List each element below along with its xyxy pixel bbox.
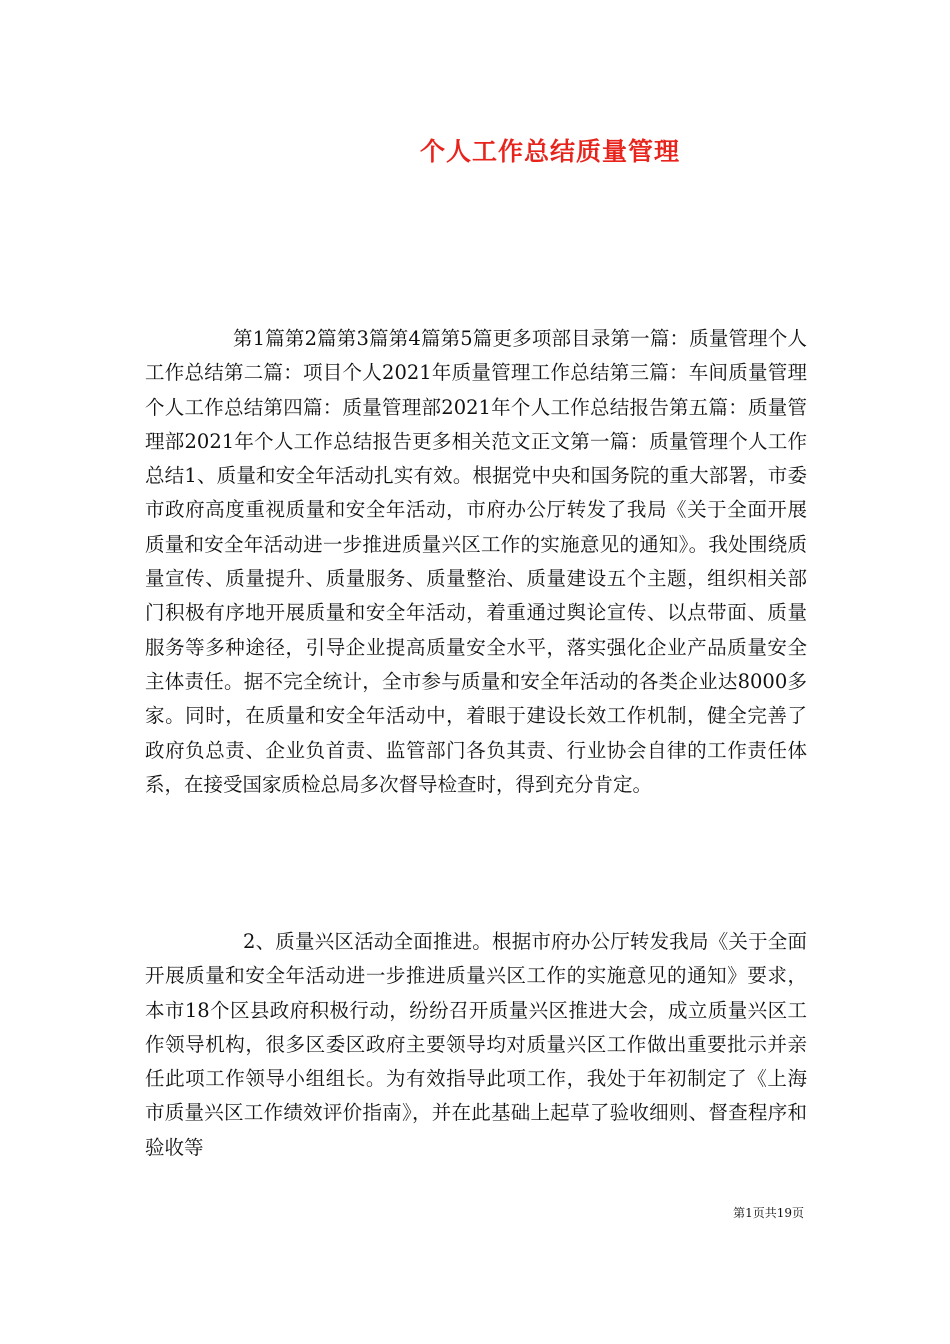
document-title: 个人工作总结质量管理 — [419, 137, 680, 166]
paragraph-2: 2、质量兴区活动全面推进。根据市府办公厅转发我局《关于全面开展质量和安全年活动进一步推进质量兴区工作的实施意见的通知》要求，本市18个区县政府积极行动，纷纷召开质量兴区推进大会，成立质量兴区工作领导机构，很多区委区政府主要领导均对质量兴区工作做出重要批示并亲任此项工作领导小组组长。为有效指导此项工作，我处于年初制定了《上海市质量兴区工作绩效评价指南》，并在此基础上起草了验收细则、督查程序和验收等 — [145, 930, 807, 1159]
page-number-footer: 第1页共19页 — [733, 1206, 804, 1220]
paragraph-1: 第1篇第2篇第3篇第4篇第5篇更多项部目录第一篇：质量管理个人工作总结第二篇：项目个人2021年质量管理工作总结第三篇：车间质量管理个人工作总结第四篇：质量管理部2021年个人工作总结报告第五篇：质量管理部2021年个人工作总结报告更多相关范文正文第一篇：质量管理个人工作总结1、质量和安全年活动扎实有效。根据党中央和国务院的重大部署，市委市政府高度重视质量和安全年活动，市府办公厅转发了我局《关于全面开展质量和安全年活动进一步推进质量兴区工作的实施意见的通知》。我处围绕质量宣传、质量提升、质量服务、质量整治、质量建设五个主题，组织相关部门积极有序地开展质量和安全年活动，着重通过舆论宣传、以点带面、质量服务等多种途径，引导企业提高质量安全水平，落实强化企业产品质量安全主体责任。据不完全统计，全市参与质量和安全年活动的各类企业达8000多家。同时，在质量和安全年活动中，着眼于建设长效工作机制，健全完善了政府负总责、企业负首责、监管部门各负其责、行业协会自律的工作责任体系，在接受国家质检总局多次督导检查时，得到充分肯定。 — [145, 327, 807, 796]
